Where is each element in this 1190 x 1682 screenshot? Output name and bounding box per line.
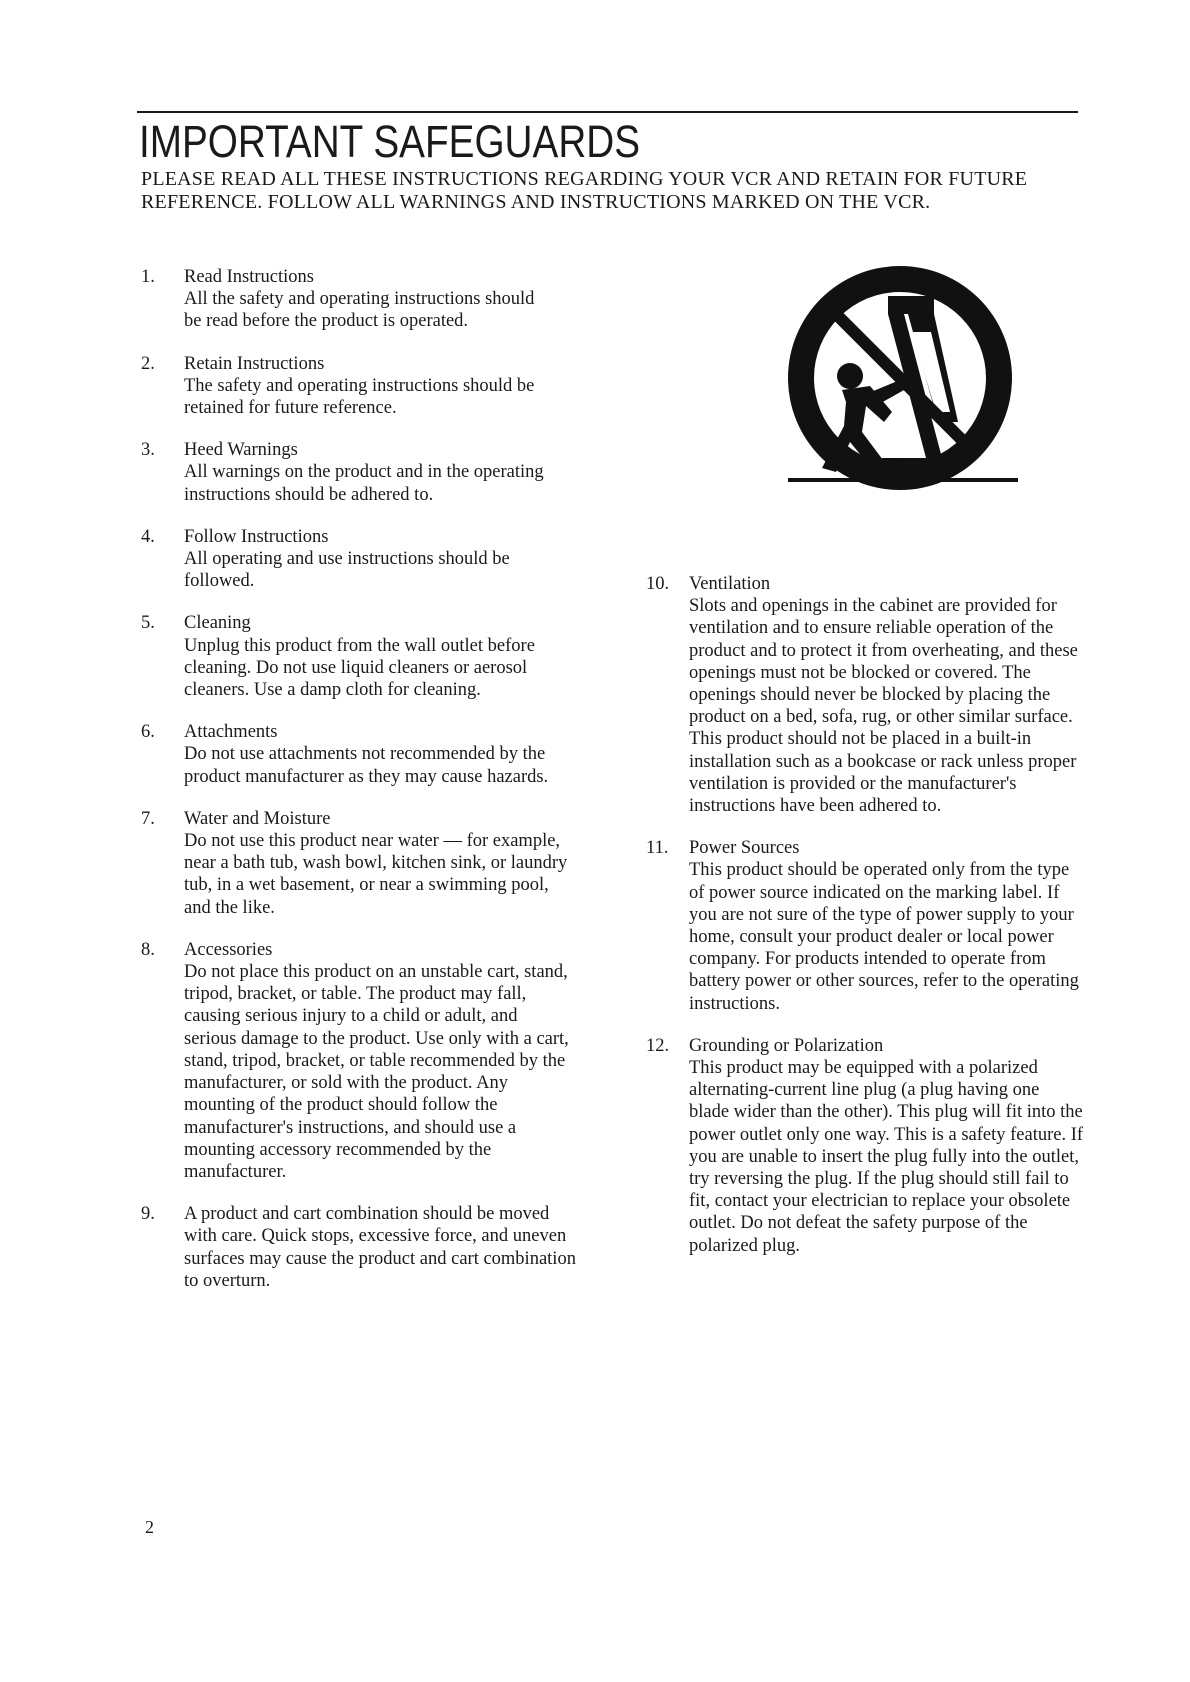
page-number: 2 [145,1517,154,1537]
item-body: Slots and openings in the cabinet are provided for ventilation and to ensure reliable operation of the product and to protect it from overheating, and these openings must not be blocked or covered. The openings should never be blocked by placing the product on a bed, sofa, rug, or other similar surface. This product should not be placed in a built-in installation such as a bookcase or rack unless proper ventilation is provided or the manufacturer's instructions have been adhered to. [689,596,1078,817]
item-number: 6. [141,722,155,743]
item-heading: Ventilation [689,574,771,594]
safeguard-item [141,439,593,506]
item-number: 4. [141,526,155,547]
right-column [646,573,1086,1257]
item-body: This product may be equipped with a polarized alternating-current line plug (a plug having one blade wider than the other). This plug will fit into the power outlet only one way. This is a safety feature. If you are unable to insert the plug fully into the outlet, try reversing the plug. If the plug should still fail to fit, contact your electrician to replace your obsolete outlet. Do not defeat the safety purpose of the polarized plug. [689,1058,1084,1256]
item-heading: Water and Moisture [184,808,331,829]
item-heading: Attachments [184,722,278,743]
safeguard-item [646,837,1086,1015]
item-body: Do not use this product near water — for example, near a bath tub, wash bowl, kitchen sink, or laundry tub, in a wet basement, or near a swimming pool, and the like. [184,831,568,918]
item-number: 12. [646,1035,670,1056]
item-number: 5. [141,613,155,634]
item-heading: Retain Instructions [184,353,325,374]
item-number: 7. [141,808,155,829]
cart-warning-figure [788,262,1018,512]
item-body: The safety and operating instructions should be retained for future reference. [184,375,535,419]
safeguard-item [141,1203,593,1292]
item-number: 2. [141,353,155,374]
item-heading: Grounding or Polarization [689,1035,884,1056]
safeguard-item [141,526,593,593]
item-heading: Follow Instructions [184,526,329,547]
page-title: IMPORTANT SAFEGUARDS [139,116,641,167]
safeguard-item [141,612,593,701]
item-number: 3. [141,440,155,461]
item-number: 8. [141,939,155,960]
safeguard-item [141,808,593,919]
item-body: All operating and use instructions should be followed. [184,549,510,592]
item-body: Do not place this product on an unstable cart, stand, tripod, bracket, or table. The product may fall, causing serious injury to a child or adult, and serious damage to the product. Use only with a cart, stand, tripod, bracket, or table recommended by the manufacturer, or sold with the product. Any mounting of the product should follow the manufacturer's instructions, and should use a mounting accessory recommended by the manufacturer. [184,962,569,1182]
item-number: 1. [141,267,155,287]
safeguard-item [141,266,593,333]
title-rule [137,111,1078,113]
item-heading: Cleaning [184,613,251,634]
item-heading: Power Sources [689,838,800,859]
safeguard-item [646,573,1086,817]
cart-tip-over-warning-icon [788,262,1018,512]
item-heading: Accessories [184,939,273,960]
item-number: 10. [646,574,670,594]
left-column [141,266,593,1292]
item-number: 9. [141,1204,155,1225]
item-body: A product and cart combination should be moved with care. Quick stops, excessive force, and uneven surfaces may cause the product and cart combination to overturn. [184,1204,576,1291]
safeguard-item [646,1035,1086,1257]
safeguard-item [141,721,593,788]
item-heading: Heed Warnings [184,440,298,461]
item-number: 11. [646,838,669,859]
intro-paragraph: PLEASE READ ALL THESE INSTRUCTIONS REGARDING YOUR VCR AND RETAIN FOR FUTURE REFERENCE. FOLLOW ALL WARNINGS AND INSTRUCTIONS MARKED ON THE VCR. [141,168,1028,213]
item-heading: Read Instructions [184,267,314,287]
item-body: Unplug this product from the wall outlet before cleaning. Do not use liquid cleaners or aerosol cleaners. Use a damp cloth for cleaning. [184,635,535,701]
item-body: All warnings on the product and in the operating instructions should be adhered to. [184,462,544,505]
item-body: Do not use attachments not recommended by the product manufacturer as they may cause hazards. [184,744,549,787]
safeguard-item [141,939,593,1183]
item-body: All the safety and operating instructions should be read before the product is operated. [184,289,535,332]
safeguard-item [141,353,593,420]
item-body: This product should be operated only from the type of power source indicated on the marking label. If you are not sure of the type of power supply to your home, consult your product dealer or local power company. For products intended to operate from battery power or other sources, refer to the operating instructions. [689,860,1079,1014]
